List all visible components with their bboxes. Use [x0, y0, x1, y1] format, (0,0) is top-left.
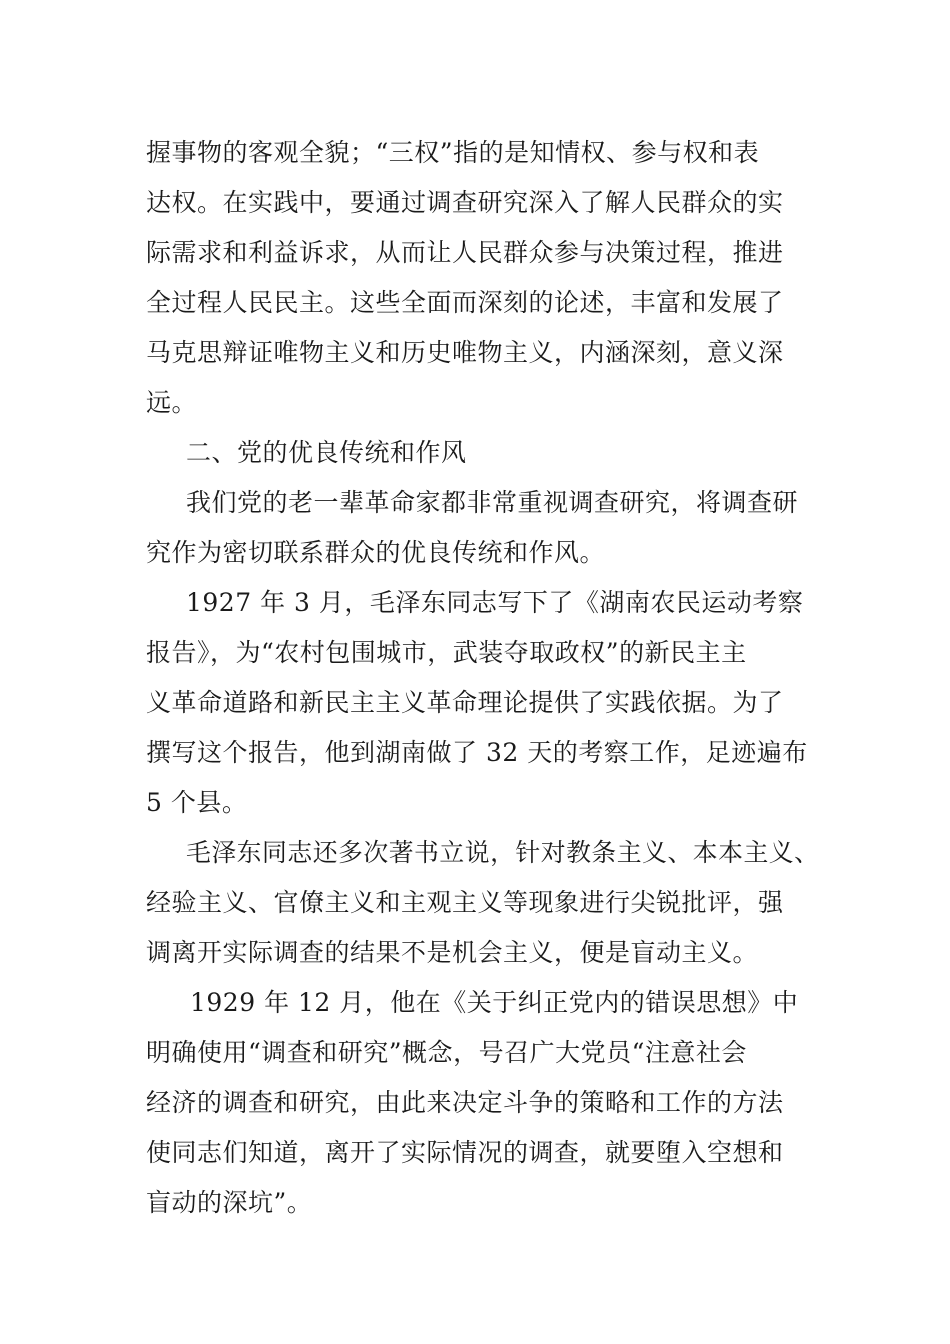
section-heading: 二、党的优良传统和作风 [186, 438, 467, 467]
text-line: 报告》，为“农村包围城市，武装夺取政权”的新民主主 [146, 638, 747, 667]
text-line: 撰写这个报告，他到湖南做了 32 天的考察工作，足迹遍布 [146, 738, 808, 767]
text-line: 达权。在实践中，要通过调查研究深入了解人民群众的实 [146, 188, 784, 217]
text-line: 1929 年 12 月，他在《关于纠正党内的错误思想》中 [190, 988, 799, 1017]
text-line: 握事物的客观全貌；“三权”指的是知情权、参与权和表 [146, 138, 760, 167]
text-line: 明确使用“调查和研究”概念，号召广大党员“注意社会 [146, 1038, 747, 1067]
text-line: 远。 [146, 388, 198, 417]
text-line: 5 个县。 [146, 788, 248, 817]
text-line: 经济的调查和研究，由此来决定斗争的策略和工作的方法 [146, 1088, 784, 1117]
text-line: 究作为密切联系群众的优良传统和作风。 [146, 538, 606, 567]
text-line: 毛泽东同志还多次著书立说，针对教条主义、本本主义、 [186, 838, 820, 867]
text-line: 际需求和利益诉求，从而让人民群众参与决策过程，推进 [146, 238, 784, 267]
text-line: 盲动的深坑”。 [146, 1188, 313, 1217]
text-line: 1927 年 3 月，毛泽东同志写下了《湖南农民运动考察 [186, 588, 804, 617]
text-line: 我们党的老一辈革命家都非常重视调查研究，将调查研 [186, 488, 799, 517]
text-line: 经验主义、官僚主义和主观主义等现象进行尖锐批评，强 [146, 888, 784, 917]
text-line: 使同志们知道，离开了实际情况的调查，就要堕入空想和 [146, 1138, 784, 1167]
text-line: 调离开实际调查的结果不是机会主义，便是盲动主义。 [146, 938, 759, 967]
text-line: 义革命道路和新民主主义革命理论提供了实践依据。为了 [146, 688, 784, 717]
text-line: 马克思辩证唯物主义和历史唯物主义，内涵深刻，意义深 [146, 338, 784, 367]
text-line: 全过程人民民主。这些全面而深刻的论述，丰富和发展了 [146, 288, 784, 317]
